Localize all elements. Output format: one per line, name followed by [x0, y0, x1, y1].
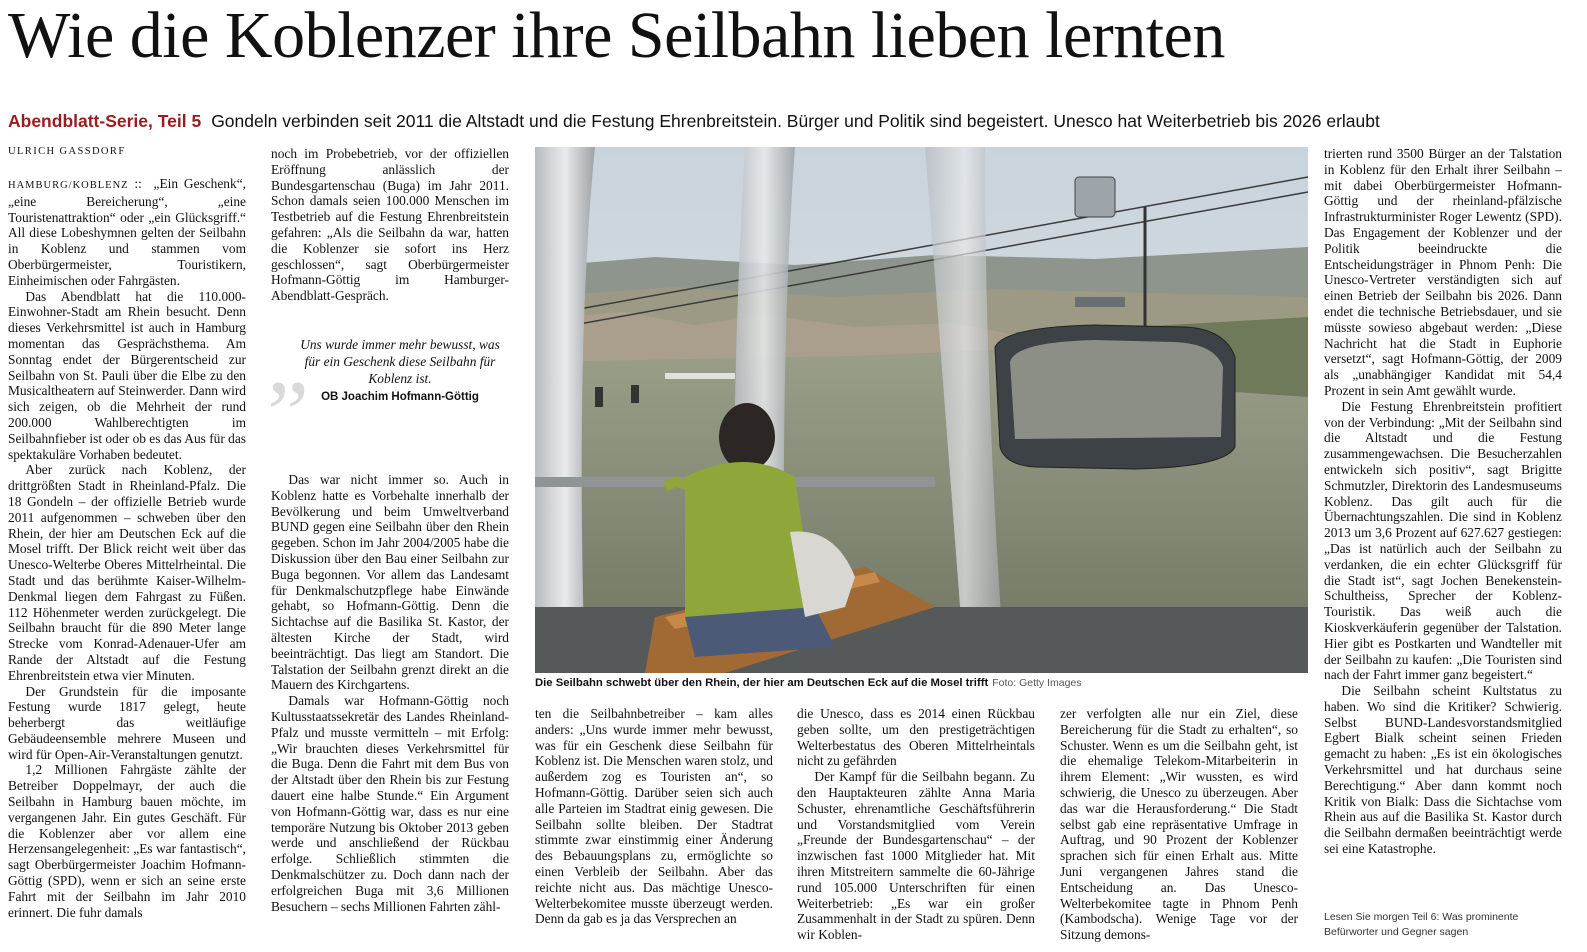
article-column-6 [1324, 146, 1562, 908]
paragraph: Die Seilbahn scheint Kultstatus zu haben. Wo sind die Kritiker? Schwierig. Selbst BUND-Landesvorstandsmitglied Egbert Bialk scheint seinen Frieden gemacht zu haben: „Es ist ein ökologisches Verkehrsmittel und hat durchaus seine Berechtigung.“ Aber dann kommt noch Kritik von Bialk: Dass die Sichtachse vom Rhein aus auf die Basilika St. Kastor durch die Seilbahn dermaßen beeinträchtigt werde sei eine Katastrophe. [1324, 683, 1562, 857]
subheadline: Gondeln verbinden seit 2011 die Altstadt und die Festung Ehrenbreitstein. Bürger und Politik sind begeistert. Unesco hat Weiterbetrieb bis 2026 erlaubt [211, 111, 1380, 131]
paragraph: noch im Probebetrieb, vor der offiziellen Eröffnung anlässlich der Bundesgartenschau (Buga) im Jahr 2011. Schon damals seien 100.000 Menschen im Testbetrieb auf die Festung Ehrenbreitstein gefahren: „Als die Seilbahn da war, hatten die Koblenzer sie sofort ins Herz geschlossen“, sagt Oberbürgermeister Hofmann-Göttig im Hamburger-Abendblatt-Gespräch. [271, 146, 509, 304]
article-column-2-bottom [271, 472, 509, 948]
paragraph: Die Festung Ehrenbreitstein profitiert von der Verbindung: „Mit der Seilbahn sind die Altstadt und die Festung zusammengewachsen. Die Besucherzahlen entwickeln sich positiv“, sagt Brigitte Schmutzler, Direktorin des Landesmuseums Koblenz. Das gilt auch für die Übernachtungszahlen. Die sind in Koblenz 2013 um 3,6 Prozent auf 627.627 gestiegen: „Das ist natürlich auch der Seilbahn zu verdanken, die ein echter Glücksgriff für die Stadt ist“, sagt Jochen Benekenstein-Schultheiss, Sprecher der Koblenz-Touristik. Das weiß auch die Kioskverkäuferin gegenüber der Talstation. Hier gibt es Postkarten und Wandteller mit der Seilbahn zu kaufen: „Die Touristen sind nach der Fahrt immer ganz begeistert.“ [1324, 398, 1562, 683]
pull-quote-text: Uns wurde immer mehr bewusst, was für ein Geschenk diese Seilbahn für Koblenz ist. [300, 337, 500, 386]
article-column-4 [797, 706, 1035, 948]
byline: ULRICH GASSDORF [8, 146, 126, 157]
paragraph-text: „Ein Geschenk“, „eine Bereicherung“, „eine Touristenattraktion“ oder „ein Glücksgriff.“ All diese Lobeshymnen gelten der Seilbahn in Koblenz und stammen vom Oberbürgermeister, Touristikern, Einheimischen oder Fahrgästen. [8, 176, 246, 288]
paragraph: Das war nicht immer so. Auch in Koblenz hatte es Vorbehalte innerhalb der Bevölkerung und beim Umweltverband BUND gegen eine Seilbahn über den Rhein gegeben. Schon im Jahr 2004/2005 habe die Diskussion über den Bau einer Seilbahn zur Buga begonnen. Vor allem das Landesamt für Denkmalschutzpflege habe Einwände gehabt, so Hofmann-Göttig. Denn die Sichtachse auf die Basilika St. Kastor, der ältesten Kirche der Stadt, wird beeinträchtigt. Das liegt am Standort. Die Talstation der Seilbahn grenzt direkt an die Mauern des Kirchgartens. [271, 472, 509, 693]
paragraph: Damals war Hofmann-Göttig noch Kultusstaatssekretär des Landes Rheinland-Pfalz und musste vermitteln – mit Erfolg: „Wir brauchten dieses Verkehrsmittel für die Buga. Denn die Fahrt mit dem Bus von der Altstadt über den Rhein bis zur Festung dauert eine halbe Stunde.“ Ein Argument von Hofmann-Göttig war, dass es nur eine temporäre Nutzung bis Oktober 2013 geben werde und anschließend der Rückbau erfolge. Schließlich stimmten die Denkmalschützer zu. Doch dann nach der erfolgreichen Buga mit 3,6 Millionen Besuchern – sechs Millionen Fahrten zähl- [271, 693, 509, 914]
paragraph: Das Abendblatt hat die 110.000-Einwohner-Stadt am Rhein besucht. Denn dieses Verkehrsmittel ist auch in Hamburg momentan das Gesprächsthema. Am Sonntag endet der Bürgerentscheid zur Seilbahn von St. Pauli über die Elbe zu den Musicaltheatern auf Steinwerder. Dann wird sich zeigen, ob die Mehrheit der rund 200.000 Wahlberechtigten im Seilbahnfieber ist oder ob es das Aus für das spektakuläre Vorhaben bedeutet. [8, 288, 246, 462]
article-photo [535, 147, 1308, 673]
paragraph: zer verfolgten alle nur ein Ziel, diese Bereicherung für die Stadt zu erhalten“, so Schuster. Wenn es um die Seilbahn geht, ist die ehemalige Telekom-Mitarbeiterin in ihrem Element: „Wir wussten, es wird schwierig, die Unesco zu überzeugen. Aber das war die Herausforderung.“ Die Stadt selbst gab eine repräsentative Umfrage in Auftrag, und 90 Prozent der Koblenzer sprachen sich für einen Erhalt aus. Mitte Juni vergangenen Jahres stand die Entscheidung an. Das Unesco-Welterbekomitee tagte in Phnom Penh (Kambodscha). Wenige Tage vor der Sitzung demons- [1060, 706, 1298, 943]
paragraph: trierten rund 3500 Bürger an der Talstation in Koblenz für den Erhalt ihrer Seilbahn – mit dabei Oberbürgermeister Hofmann-Göttig und der rheinland-pfälzische Infrastrukturminister Roger Lewentz (SPD). Das Engagement der Koblenzer und der Politik beeindruckte die Entscheidungsträger in Phnom Penh: Die Unesco-Vertreter verständigten sich auf einen Betrieb der Seilbahn bis 2026. Dann endet die technische Betriebsdauer, und sie müsste sowieso abgebaut werden: „Diese Nachricht hat die Stadt in Euphorie versetzt“, sagt Hofmann-Göttig, der 2009 als „unabhängiger Kandidat mit 54,4 Prozent in sein Amt gewählt wurde. [1324, 146, 1562, 398]
paragraph: 1,2 Millionen Fahrgäste zählte der Betreiber Doppelmayr, der auch die Seilbahn in Hamburg bauen möchte, im vergangenen Jahr. Ein gutes Geschäft. Für die Koblenzer aber vor allem eine Herzensangelegenheit: „Es war fantastisch“, sagt Oberbürgermeister Joachim Hofmann-Göttig (SPD), wenn er sich an seine erste Fahrt mit der Seilbahn im Jahr 2010 erinnert. Die fuhr damals [8, 762, 246, 920]
quote-mark-icon: „ [267, 309, 309, 413]
photo-credit: Foto: Getty Images [992, 677, 1082, 689]
article-column-5 [1060, 706, 1298, 948]
series-label: Abendblatt-Serie, Teil 5 [8, 111, 202, 131]
paragraph: ten die Seilbahnbetreiber – kam alles anders: „Uns wurde immer mehr bewusst, was für ein Geschenk diese Seilbahn für Koblenz ist. Die Menschen waren stolz, und außerdem zog es Touristen an“, so Hofmann-Göttig. Darüber seien sich auch alle Parteien im Stadtrat einig gewesen. Die Seilbahn sollte bleiben. Der Stadtrat stimmte zwar einstimmig einer Änderung des Bebauungsplans zu, ermöglichte so einen Verbleib der Seilbahn. Aber das reichte nicht aus. Das mächtige Unesco-Welterbekomitee musste überzeugt werden. Denn da gab es ja das Versprechen an [535, 706, 773, 927]
pull-quote-attribution: OB Joachim Hofmann-Göttig [321, 391, 479, 403]
headline: Wie die Koblenzer ihre Seilbahn lieben lernten [8, 0, 1225, 72]
article-column-1 [8, 176, 246, 948]
subheadline-row [8, 106, 1380, 136]
article-column-3 [535, 706, 773, 948]
caption-text: Die Seilbahn schwebt über den Rhein, der hier am Deutschen Eck auf die Mosel trifft [535, 677, 989, 689]
article-column-2-top [271, 146, 509, 306]
pull-quote [267, 309, 509, 440]
next-part-teaser: Lesen Sie morgen Teil 6: Was prominente Befürworter und Gegner sagen [1324, 911, 1519, 938]
cable-car-photo [535, 147, 1308, 673]
paragraph: Aber zurück nach Koblenz, der drittgrößten Stadt in Rheinland-Pfalz. Die 18 Gondeln – der offizielle Betrieb wurde 2011 aufgenommen – schweben über den Rhein, der hier am Deutschen Eck auf die Mosel trifft. Der Blick reicht weit über das Unesco-Welterbe Oberes Mittelrheintal. Die Stadt und das berühmte Kaiser-Wilhelm-Denkmal liegen dem Fahrgast zu Füßen. 112 Höhenmeter werden zurückgelegt. Die Seilbahn braucht für die 890 Meter lange Strecke vom Konrad-Adenauer-Ufer am Rande der Altstadt auf die Festung Ehrenbreitstein etwa vier Minuten. [8, 462, 246, 683]
dateline: HAMBURG/KOBLENZ [8, 180, 129, 191]
paragraph: Der Grundstein für die imposante Festung wurde 1817 gelegt, heute beherbergt das weitläufige Gebäudeensemble mehrere Museen und wird für Open-Air-Veranstaltungen genutzt. [8, 683, 246, 762]
paragraph [8, 176, 246, 289]
photo-caption [535, 676, 1308, 691]
paragraph: Der Kampf für die Seilbahn begann. Zu den Hauptakteuren zählte Anna Maria Schuster, ehrenamtliche Geschäftsführerin und Vorstandsmitglied vom Verein „Freunde der Bundesgartenschau“ – der inzwischen fast 1000 Mitglieder hat. Mit ihren Mitstreitern sammelte die 60-Jährige rund 105.000 Unterschriften für einen Weiterbetrieb: „Es war ein großer Zusammenhalt in der Stadt zu spüren. Denn wir Koblen- [797, 769, 1035, 943]
paragraph: die Unesco, dass es 2014 einen Rückbau geben sollte, um den prestigeträchtigen Welterbestatus des Oberen Mittelrheintals nicht zu gefährden [797, 706, 1035, 769]
dateline-mark: :: [134, 176, 142, 191]
